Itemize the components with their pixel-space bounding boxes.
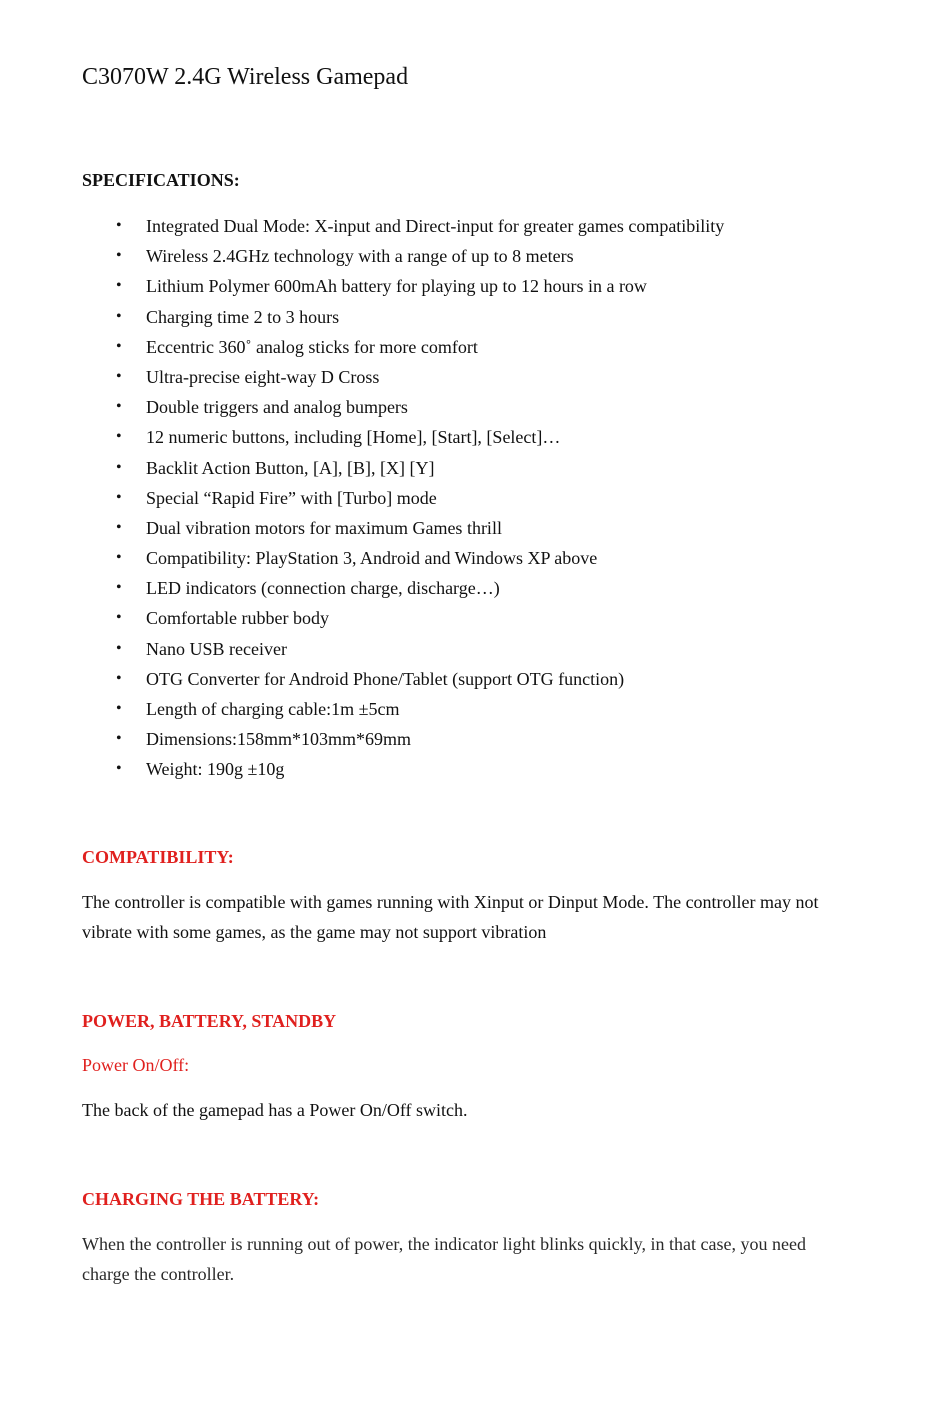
spec-item-text: OTG Converter for Android Phone/Tablet (support OTG function) [146,668,625,689]
compatibility-text: The controller is compatible with games running with Xinput or Dinput Mode. The controller may not vibrate with some games, as the game may not support vibration [82,892,819,942]
compatibility-heading: COMPATIBILITY: [82,847,234,867]
bullet-icon: • [116,367,122,385]
bullet-icon: • [116,217,122,234]
spec-item-text: Compatibility: PlayStation 3, Android and Windows XP above [146,548,598,569]
spec-item-text: Wireless 2.4GHz technology with a range of up to 8 meters [146,246,574,267]
charging-text: When the controller is running out of power, the indicator light blinks quickly, in that case, you need charge the controller. [82,1234,806,1284]
bullet-icon: • [116,730,122,748]
bullet-icon: • [116,518,122,536]
spec-item-text: Eccentric 360˚ analog sticks for more comfort [146,336,478,357]
spec-item-text: Ultra-precise eight-way D Cross [146,366,380,387]
bullet-icon: • [116,700,122,717]
bullet-icon: • [116,549,122,567]
bullet-icon: • [116,609,122,627]
bullet-icon: • [116,337,122,355]
spec-item-text: Double triggers and analog bumpers [146,397,408,418]
bullet-icon: • [116,428,122,446]
spec-item-text: Integrated Dual Mode: X-input and Direct-input for greater games compatibility [146,216,725,236]
power-heading: POWER, BATTERY, STANDBY [82,1011,337,1031]
spec-item-text: 12 numeric buttons, including [Home], [Start], [Select]… [146,427,561,448]
bullet-icon: • [116,488,122,506]
spec-item-text: Dimensions:158mm*103mm*69mm [146,729,412,750]
specifications-heading: SPECIFICATIONS: [82,170,240,190]
spec-item-text: Weight: 190g ±10g [146,759,285,780]
bullet-icon: • [116,639,122,657]
spec-item-text: Special “Rapid Fire” with [Turbo] mode [146,487,437,508]
spec-item-text: LED indicators (connection charge, discharge…) [146,578,500,599]
bullet-icon: • [116,307,122,325]
bullet-icon: • [116,760,122,778]
bullet-icon: • [116,247,122,265]
bullet-icon: • [116,398,122,416]
spec-item-text: Nano USB receiver [146,638,287,659]
spec-item-text: Length of charging cable:1m ±5cm [146,699,400,719]
spec-item-text: Backlit Action Button, [A], [B], [X] [Y] [146,457,435,478]
spec-item-text: Dual vibration motors for maximum Games thrill [146,517,502,538]
spec-item-text: Lithium Polymer 600mAh battery for playing up to 12 hours in a row [146,276,647,297]
power-text: The back of the gamepad has a Power On/Off switch. [82,1100,468,1120]
spec-item-text: Comfortable rubber body [146,608,329,629]
bullet-icon: • [116,458,122,476]
power-onoff-subheading: Power On/Off: [82,1055,190,1075]
charging-heading: CHARGING THE BATTERY: [82,1189,320,1209]
bullet-icon: • [116,277,122,295]
bullet-icon: • [116,669,122,687]
document-title: C3070W 2.4G Wireless Gamepad [82,64,409,90]
spec-item-text: Charging time 2 to 3 hours [146,306,340,327]
bullet-icon: • [116,579,122,597]
